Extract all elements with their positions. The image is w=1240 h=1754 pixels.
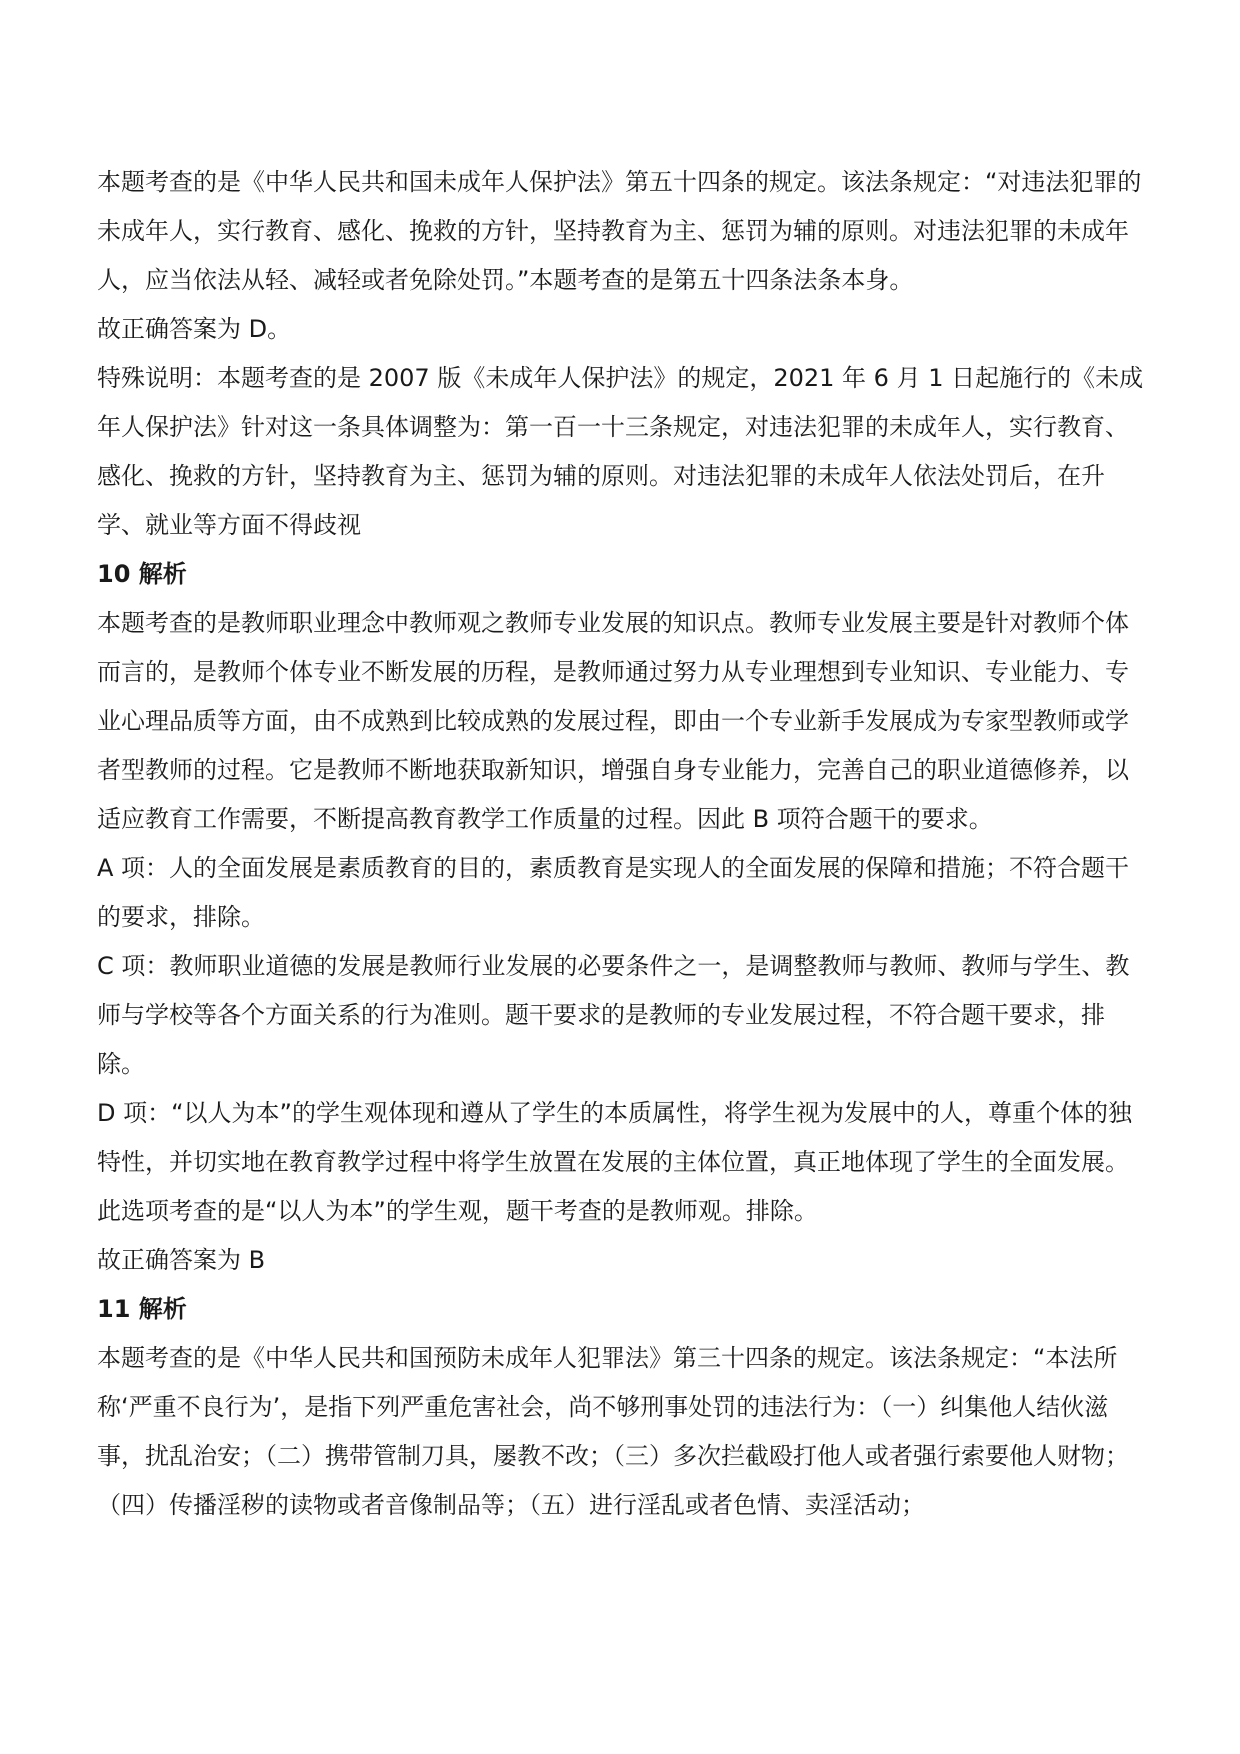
q10-option-a: A 项：人的全面发展是素质教育的目的，素质教育是实现人的全面发展的保障和措施；不符合题干的要求，排除。 (97, 854, 1130, 931)
q11-explanation: 本题考查的是《中华人民共和国预防未成年人犯罪法》第三十四条的规定。该法条规定：“本法所称‘严重不良行为’，是指下列严重危害社会，尚不够刑事处罚的违法行为：（一）纠集他人结伙滋事，扰乱治安；（二）携带管制刀具，屡教不改；（三）多次拦截殴打他人或者强行索要他人财物；（四）传播淫秽的读物或者音像制品等；（五）进行淫乱或者色情、卖淫活动； (97, 1344, 1129, 1519)
q9-explanation: 本题考查的是《中华人民共和国未成年人保护法》第五十四条的规定。该法条规定：“对违法犯罪的未成年人，实行教育、感化、挽救的方针，坚持教育为主、惩罚为辅的原则。对违法犯罪的未成年人，应当依法从轻、减轻或者免除处罚。”本题考查的是第五十四条法条本身。 (97, 168, 1142, 294)
q10-heading: 10 解析 (97, 560, 187, 588)
q9-special-note: 特殊说明：本题考查的是 2007 版《未成年人保护法》的规定，2021 年 6 月 1 日起施行的《未成年人保护法》针对这一条具体调整为：第一百一十三条规定，对违法犯罪的未成年人，实行教育、感化、挽救的方针，坚持教育为主、惩罚为辅的原则。对违法犯罪的未成年人依法处罚后，在升学、就业等方面不得歧视 (97, 364, 1144, 539)
q10-answer: 故正确答案为 B (97, 1246, 266, 1274)
q11-heading: 11 解析 (97, 1295, 187, 1323)
q10-explanation: 本题考查的是教师职业理念中教师观之教师专业发展的知识点。教师专业发展主要是针对教师个体而言的，是教师个体专业不断发展的历程，是教师通过努力从专业理想到专业知识、专业能力、专业心理品质等方面，由不成熟到比较成熟的发展过程，即由一个专业新手发展成为专家型教师或学者型教师的过程。它是教师不断地获取新知识，增强自身专业能力，完善自己的职业道德修养，以适应教育工作需要，不断提高教育教学工作质量的过程。因此 B 项符合题干的要求。 (97, 609, 1129, 833)
q10-option-c: C 项：教师职业道德的发展是教师行业发展的必要条件之一，是调整教师与教师、教师与学生、教师与学校等各个方面关系的行为准则。题干要求的是教师的专业发展过程，不符合题干要求，排除。 (97, 952, 1130, 1078)
q10-option-d: D 项：“以人为本”的学生观体现和遵从了学生的本质属性，将学生视为发展中的人，尊重个体的独特性，并切实地在教育教学过程中将学生放置在发展的主体位置，真正地体现了学生的全面发展。此选项考查的是“以人为本”的学生观，题干考查的是教师观。排除。 (97, 1099, 1132, 1225)
document-page (97, 158, 1149, 1530)
q9-answer: 故正确答案为 D。 (97, 315, 292, 343)
